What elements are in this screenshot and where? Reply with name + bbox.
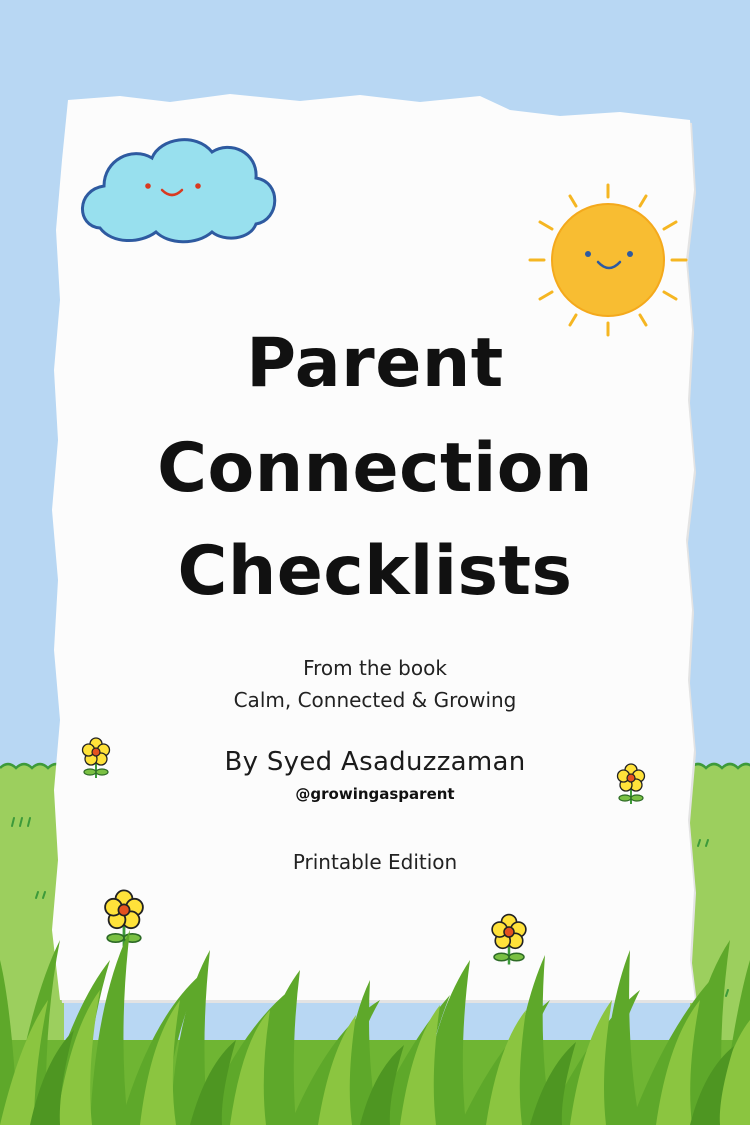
source-line-1: From the book bbox=[303, 656, 447, 680]
title-line-2: Connection bbox=[157, 429, 593, 508]
title-line-1: Parent bbox=[246, 324, 504, 403]
author-name: By Syed Asaduzzaman bbox=[224, 747, 526, 777]
flower-icon bbox=[492, 915, 526, 965]
flower-icon bbox=[105, 890, 143, 946]
source-line-2: Calm, Connected & Growing bbox=[233, 688, 517, 712]
edition-label: Printable Edition bbox=[292, 850, 458, 874]
title-line-3: Checklists bbox=[177, 532, 573, 611]
social-handle: @growingasparent bbox=[295, 785, 455, 803]
